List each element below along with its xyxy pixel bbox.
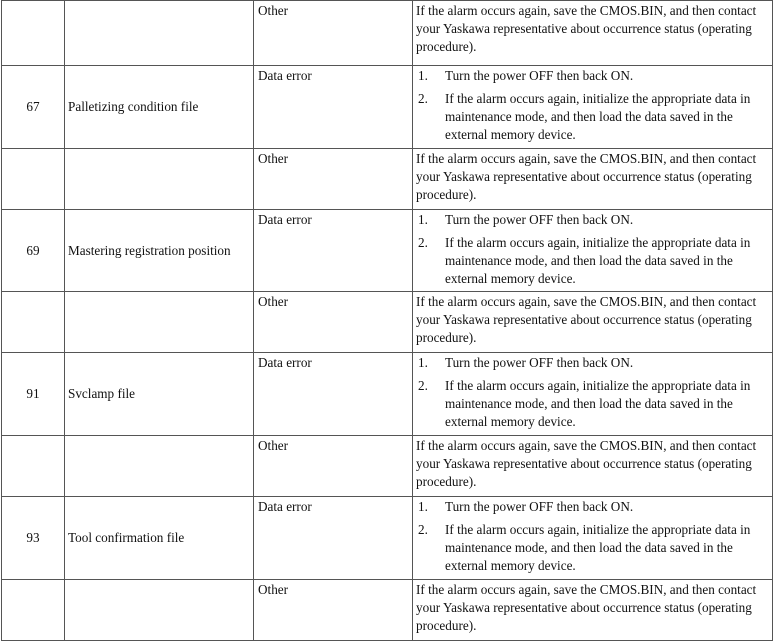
step-number: 1.: [418, 499, 428, 514]
sub-code-cell: Other: [254, 1, 413, 66]
sub-code-cell: Data error: [254, 66, 413, 149]
data-name-cell: Palletizing condition file: [65, 66, 254, 149]
step-text: If the alarm occurs again, initialize the appropriate data in maintenance mode, and then load the data saved in the external memory device.: [445, 522, 751, 573]
remedy-step: [416, 354, 770, 372]
sub-code-cell: Data error: [254, 353, 413, 436]
data-name-cell: [65, 580, 254, 641]
step-number: 1.: [418, 68, 428, 83]
remedy-step: [416, 211, 770, 229]
table-row: [2, 1, 773, 66]
remedy-cell: [413, 353, 773, 436]
sub-code-cell: Data error: [254, 210, 413, 292]
sub-code-cell: Other: [254, 149, 413, 210]
step-text: Turn the power OFF then back ON.: [445, 68, 634, 83]
table-row: [2, 66, 773, 149]
alarm-number-cell: [2, 149, 65, 210]
step-number: 2.: [418, 378, 428, 393]
table-row: [2, 353, 773, 436]
remedy-step: [416, 67, 770, 85]
data-name-cell: [65, 149, 254, 210]
table-row: [2, 292, 773, 353]
data-name-cell: Mastering registration position: [65, 210, 254, 292]
alarm-number-cell: 69: [2, 210, 65, 292]
remedy-step: [416, 234, 770, 288]
alarm-number-cell: 67: [2, 66, 65, 149]
step-number: 1.: [418, 355, 428, 370]
step-text: If the alarm occurs again, initialize the appropriate data in maintenance mode, and then load the data saved in the external memory device.: [445, 235, 751, 286]
remedy-cell: If the alarm occurs again, save the CMOS.BIN, and then contact your Yaskawa representative about occurrence status (operating procedure).: [413, 1, 773, 66]
alarm-number-cell: 91: [2, 353, 65, 436]
remedy-cell: If the alarm occurs again, save the CMOS.BIN, and then contact your Yaskawa representative about occurrence status (operating procedure).: [413, 149, 773, 210]
data-name-cell: [65, 292, 254, 353]
data-name-cell: Tool confirmation file: [65, 497, 254, 580]
table-row: [2, 497, 773, 580]
remedy-step: [416, 90, 770, 144]
alarm-number-cell: [2, 1, 65, 66]
alarm-number-cell: [2, 292, 65, 353]
sub-code-cell: Other: [254, 292, 413, 353]
remedy-cell: If the alarm occurs again, save the CMOS.BIN, and then contact your Yaskawa representative about occurrence status (operating procedure).: [413, 580, 773, 641]
data-name-cell: Svclamp file: [65, 353, 254, 436]
remedy-cell: If the alarm occurs again, save the CMOS.BIN, and then contact your Yaskawa representative about occurrence status (operating procedure).: [413, 436, 773, 497]
sub-code-cell: Data error: [254, 497, 413, 580]
data-name-cell: [65, 436, 254, 497]
alarm-number-cell: 93: [2, 497, 65, 580]
remedy-step: [416, 521, 770, 575]
remedy-cell: [413, 210, 773, 292]
table-row: [2, 580, 773, 641]
table-row: [2, 149, 773, 210]
table-row: [2, 210, 773, 292]
remedy-cell: [413, 66, 773, 149]
step-text: If the alarm occurs again, initialize the appropriate data in maintenance mode, and then load the data saved in the external memory device.: [445, 378, 751, 429]
alarm-number-cell: [2, 580, 65, 641]
sub-code-cell: Other: [254, 436, 413, 497]
step-text: Turn the power OFF then back ON.: [445, 212, 634, 227]
remedy-step: [416, 377, 770, 431]
remedy-cell: [413, 497, 773, 580]
step-number: 2.: [418, 235, 428, 250]
step-text: Turn the power OFF then back ON.: [445, 355, 634, 370]
remedy-cell: If the alarm occurs again, save the CMOS.BIN, and then contact your Yaskawa representative about occurrence status (operating procedure).: [413, 292, 773, 353]
alarm-table: [1, 0, 773, 641]
table-row: [2, 436, 773, 497]
sub-code-cell: Other: [254, 580, 413, 641]
step-number: 2.: [418, 522, 428, 537]
alarm-number-cell: [2, 436, 65, 497]
step-text: If the alarm occurs again, initialize the appropriate data in maintenance mode, and then load the data saved in the external memory device.: [445, 91, 751, 142]
remedy-step: [416, 498, 770, 516]
data-name-cell: [65, 1, 254, 66]
step-text: Turn the power OFF then back ON.: [445, 499, 634, 514]
step-number: 1.: [418, 212, 428, 227]
step-number: 2.: [418, 91, 428, 106]
